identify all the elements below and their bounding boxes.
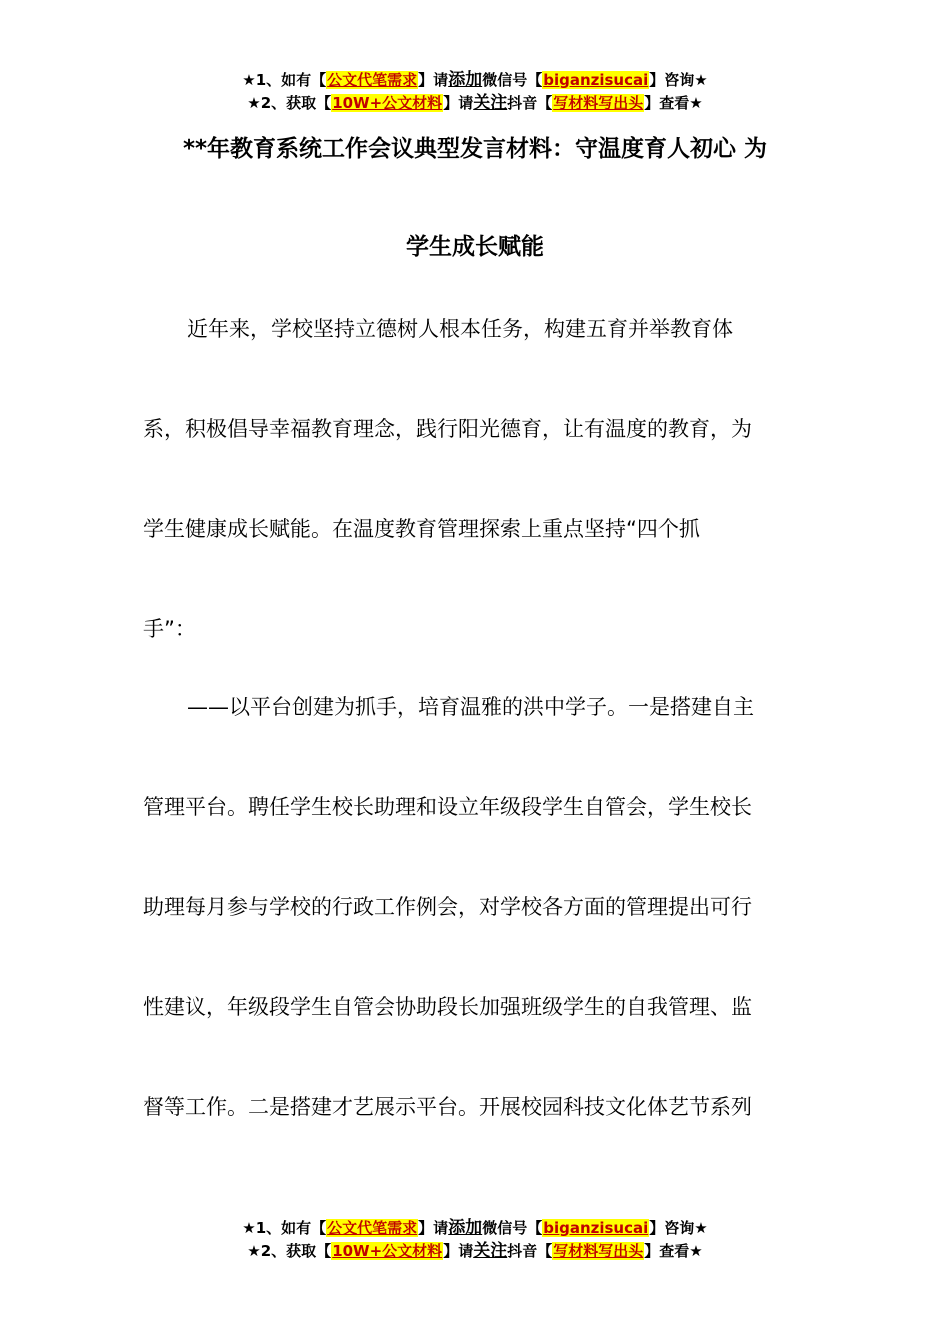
- banner-highlight: biganzisucai: [543, 1219, 649, 1237]
- banner-highlight: 10W+公文材料: [332, 1242, 443, 1260]
- banner-text: 】请: [418, 71, 449, 89]
- banner-text: 抖音【: [507, 94, 553, 112]
- body-line: 助理每月参与学校的行政工作例会，对学校各方面的管理提出可行: [143, 895, 752, 919]
- banner-text: 】请: [443, 1242, 474, 1260]
- banner-highlight: 公文代笔需求: [327, 71, 418, 89]
- banner-highlight: biganzisucai: [543, 71, 649, 89]
- banner-line-2: [0, 1240, 950, 1263]
- banner-text: 微信号【: [482, 71, 543, 89]
- banner-text: 】请: [443, 94, 474, 112]
- document-title-line-1: **年教育系统工作会议典型发言材料：守温度育人初心 为: [182, 136, 768, 162]
- banner-highlight: 10W+公文材料: [332, 94, 443, 112]
- banner-text: ★2、获取【: [247, 1242, 332, 1260]
- banner-text: ★1、如有【: [242, 1219, 327, 1237]
- body-line: 系，积极倡导幸福教育理念，践行阳光德育，让有温度的教育，为: [143, 417, 752, 441]
- banner-text: 】请: [418, 1219, 449, 1237]
- banner-text: 】查看★: [644, 94, 703, 112]
- banner-text: 抖音【: [507, 1242, 553, 1260]
- body-line: 督等工作。二是搭建才艺展示平台。开展校园科技文化体艺节系列: [143, 1095, 752, 1119]
- banner-text: 】咨询★: [649, 71, 708, 89]
- bottom-banner: [0, 1217, 950, 1263]
- banner-line-1: [0, 69, 950, 92]
- banner-line-1: [0, 1217, 950, 1240]
- banner-highlight: 公文代笔需求: [327, 1219, 418, 1237]
- body-line: ——以平台创建为抓手，培育温雅的洪中学子。一是搭建自主: [187, 695, 754, 719]
- banner-highlight: 写材料写出头: [553, 94, 644, 112]
- banner-emphasis: 添加: [448, 70, 483, 90]
- banner-line-2: [0, 92, 950, 115]
- body-line: 性建议，年级段学生自管会协助段长加强班级学生的自我管理、监: [143, 995, 752, 1019]
- banner-emphasis: 关注: [473, 1241, 508, 1261]
- body-line: 手”：: [143, 617, 196, 641]
- banner-text: ★1、如有【: [242, 71, 327, 89]
- top-banner: [0, 69, 950, 115]
- document-title-line-2: 学生成长赋能: [406, 234, 544, 260]
- body-line: 近年来，学校坚持立德树人根本任务，构建五育并举教育体: [187, 317, 733, 341]
- banner-text: 】咨询★: [649, 1219, 708, 1237]
- body-line: 管理平台。聘任学生校长助理和设立年级段学生自管会，学生校长: [143, 795, 752, 819]
- banner-emphasis: 添加: [448, 1218, 483, 1238]
- banner-text: 微信号【: [482, 1219, 543, 1237]
- banner-highlight: 写材料写出头: [553, 1242, 644, 1260]
- banner-emphasis: 关注: [473, 93, 508, 113]
- banner-text: ★2、获取【: [247, 94, 332, 112]
- banner-text: 】查看★: [644, 1242, 703, 1260]
- body-line: 学生健康成长赋能。在温度教育管理探索上重点坚持“四个抓: [143, 517, 700, 541]
